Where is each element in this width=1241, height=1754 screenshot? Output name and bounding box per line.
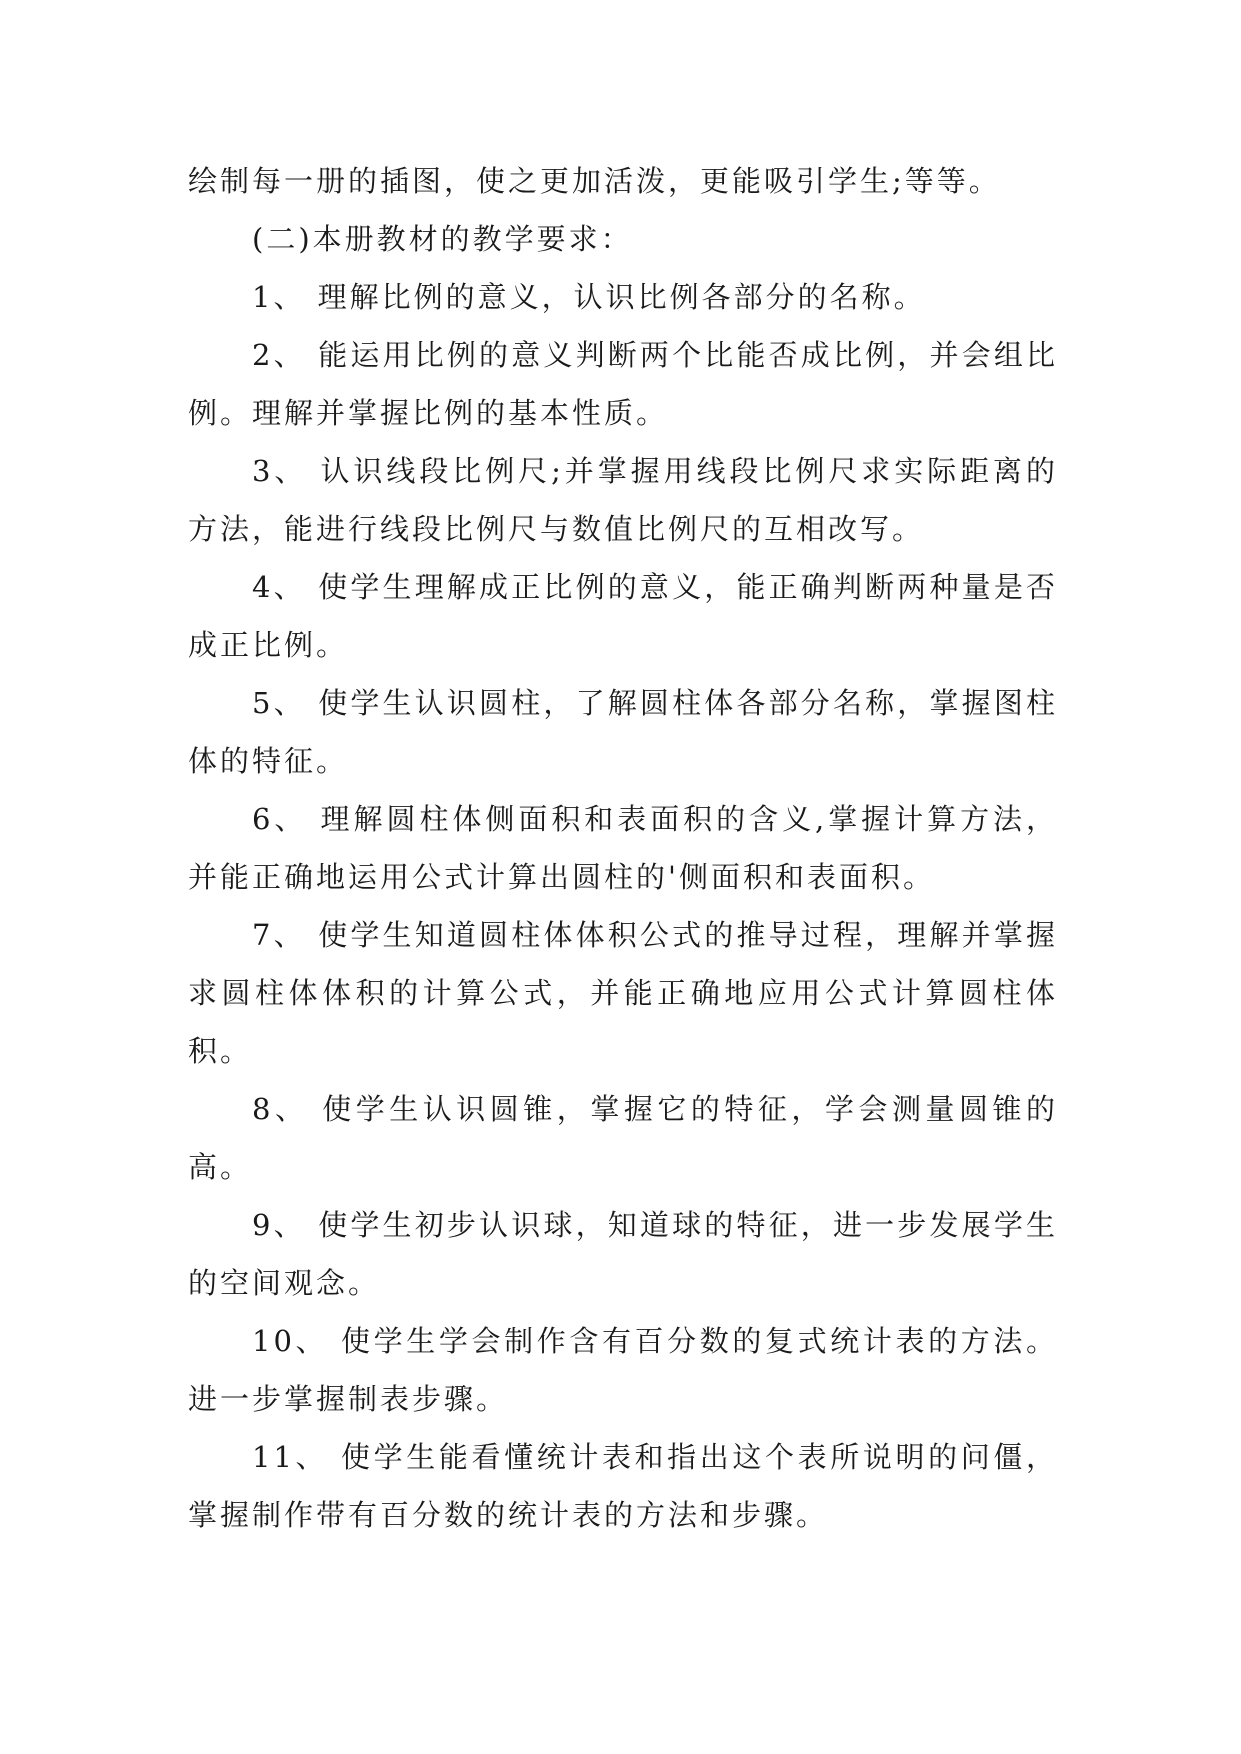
list-item-9: 9、 使学生初步认识球，知道球的特征，进一步发展学生的空间观念。	[188, 1208, 1058, 1300]
list-item-6: 6、 理解圆柱体侧面积和表面积的含义,掌握计算方法，并能正确地运用公式计算出圆柱的'侧面积和表面积。	[188, 802, 1058, 894]
list-item-1: 1、 理解比例的意义，认识比例各部分的名称。	[252, 280, 926, 314]
list-item-4: 4、 使学生理解成正比例的意义，能正确判断两种量是否成正比例。	[188, 570, 1058, 662]
list-item-11: 11、 使学生能看懂统计表和指出这个表所说明的问僵，掌握制作带有百分数的统计表的方法和步骤。	[188, 1440, 1058, 1532]
list-item-2: 2、 能运用比例的意义判断两个比能否成比例，并会组比例。理解并掌握比例的基本性质。	[188, 338, 1058, 430]
list-item-3: 3、 认识线段比例尺;并掌握用线段比例尺求实际距离的方法，能进行线段比例尺与数值比例尺的互相改写。	[188, 454, 1058, 546]
paragraph-continuation: 绘制每一册的插图，使之更加活泼，更能吸引学生;等等。	[188, 164, 1001, 198]
document-body	[188, 152, 1058, 1544]
list-item-8: 8、 使学生认识圆锥，掌握它的特征，学会测量圆锥的高。	[188, 1092, 1058, 1184]
list-item-10: 10、 使学生学会制作含有百分数的复式统计表的方法。进一步掌握制表步骤。	[188, 1324, 1058, 1416]
list-item-5: 5、 使学生认识圆柱，了解圆柱体各部分名称，掌握图柱体的特征。	[188, 686, 1058, 778]
list-item-7: 7、 使学生知道圆柱体体积公式的推导过程，理解并掌握求圆柱体体积的计算公式，并能正确地应用公式计算圆柱体积。	[188, 918, 1058, 1068]
section-heading: (二)本册教材的教学要求：	[252, 222, 633, 256]
